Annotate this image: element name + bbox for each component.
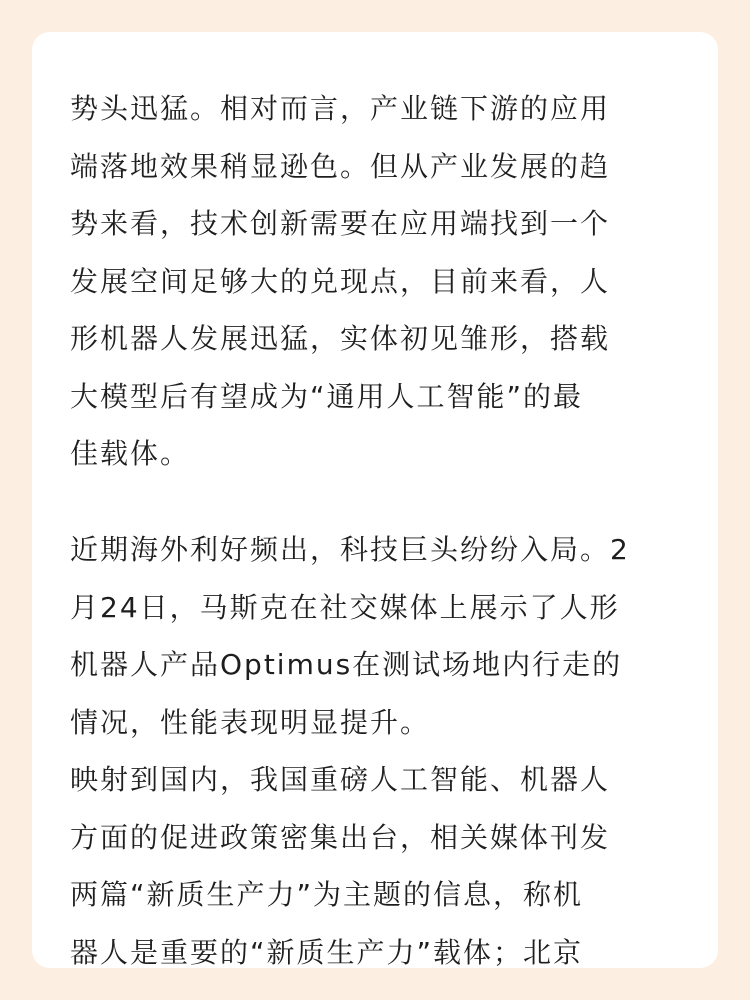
text-line: 势头迅猛。相对而言，产业链下游的应用 — [70, 92, 611, 125]
text-line: 月24日，马斯克在社交媒体上展示了人形 — [70, 590, 620, 624]
article-card — [32, 32, 718, 968]
paragraph-1 — [70, 80, 682, 483]
paragraph-3 — [70, 751, 682, 981]
paragraph-2 — [70, 521, 682, 751]
text-line: 机器人产品Optimus在测试场地内行走的 — [70, 648, 623, 681]
text-line: 端落地效果稍显逊色。但从产业发展的趋 — [70, 149, 611, 183]
text-line: 近期海外利好频出，科技巨头纷纷入局。2 — [70, 533, 630, 566]
text-line: 两篇“新质生产力”为主题的信息，称机 — [70, 878, 584, 911]
text-line: 发展空间足够大的兑现点，目前来看，人 — [70, 264, 611, 298]
text-line: 器人是重要的“新质生产力”载体；北京 — [70, 935, 584, 969]
text-line: 大模型后有望成为“通用人工智能”的最 — [70, 379, 584, 413]
text-line: 映射到国内，我国重磅人工智能、机器人 — [70, 763, 611, 796]
text-line: 情况，性能表现明显提升。 — [70, 705, 431, 739]
text-line: 势来看，技术创新需要在应用端找到一个 — [70, 207, 611, 240]
text-line: 形机器人发展迅猛，实体初见雏形，搭载 — [70, 322, 611, 355]
text-line: 方面的促进政策密集出台，相关媒体刊发 — [70, 820, 611, 854]
text-line: 佳载体。 — [70, 437, 191, 470]
